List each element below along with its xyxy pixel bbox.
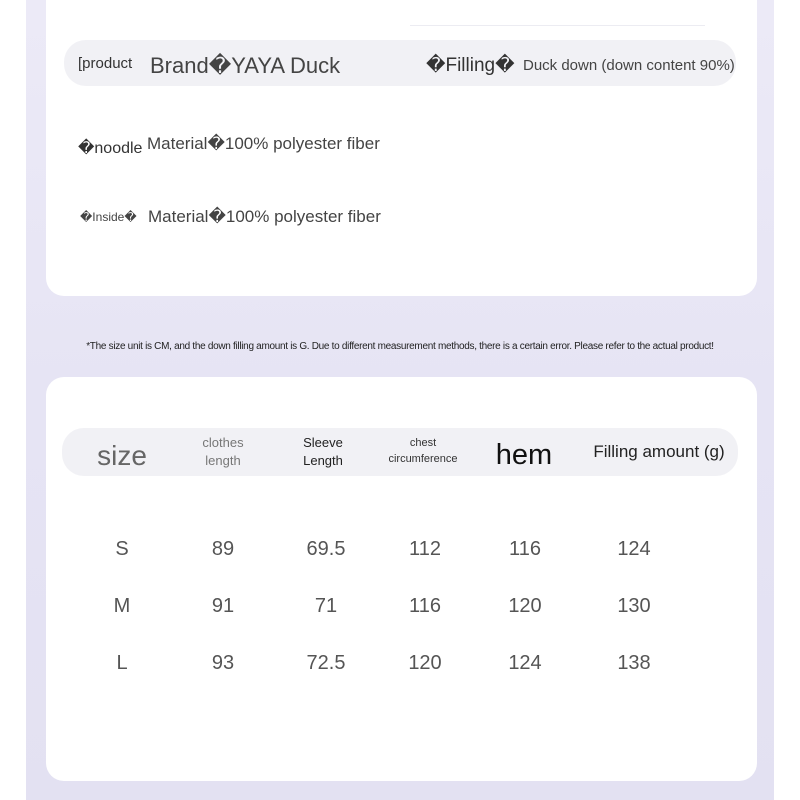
table-cell-clothes-length: 91: [211, 595, 235, 617]
header-sleeve-length-line1: Sleeve: [303, 435, 343, 450]
divider: [410, 25, 705, 26]
table-cell-clothes-length: 89: [211, 538, 235, 560]
table-cell-sleeve-length: 69.5: [306, 538, 346, 560]
table-cell-hem: 120: [508, 595, 542, 617]
table-cell-size: L: [116, 652, 128, 674]
table-cell-hem: 124: [508, 652, 542, 674]
table-cell-filling: 124: [617, 538, 651, 560]
header-filling-amount: Filling amount (g): [593, 442, 725, 461]
table-cell-filling: 138: [617, 652, 651, 674]
header-sleeve-length-line2: Length: [303, 453, 343, 468]
brand-value: Brand�YAYA Duck: [150, 53, 341, 78]
table-cell-hem: 116: [509, 538, 541, 560]
header-clothes-length-line2: length: [205, 453, 241, 468]
inside-material-value: Material�100% polyester fiber: [148, 207, 381, 226]
header-hem: hem: [495, 439, 553, 471]
filling-label: �Filling�: [426, 55, 515, 76]
product-label: [product: [78, 55, 133, 72]
noodle-label: �noodle: [78, 140, 143, 157]
table-cell-chest: 116: [409, 595, 441, 617]
header-chest-line1: chest: [409, 437, 437, 449]
table-cell-sleeve-length: 71: [314, 595, 338, 617]
inside-label: �Inside�: [80, 210, 137, 224]
size-note: *The size unit is CM, and the down filling amount is G. Due to different measurement methods, there is a certain error. Please refer to the actual product!: [86, 341, 714, 352]
table-cell-chest: 120: [408, 652, 442, 674]
noodle-material-value: Material�100% polyester fiber: [147, 134, 380, 153]
header-clothes-length-line1: clothes: [202, 435, 244, 450]
header-chest-line2: circumference: [388, 453, 458, 465]
header-size: size: [97, 440, 147, 471]
table-cell-clothes-length: 93: [211, 652, 235, 674]
table-cell-filling: 130: [617, 595, 651, 617]
table-cell-size: S: [115, 538, 129, 560]
table-cell-size: M: [113, 595, 131, 617]
table-cell-sleeve-length: 72.5: [306, 652, 346, 674]
table-cell-chest: 112: [409, 538, 441, 560]
filling-value: Duck down (down content 90%): [523, 57, 735, 74]
